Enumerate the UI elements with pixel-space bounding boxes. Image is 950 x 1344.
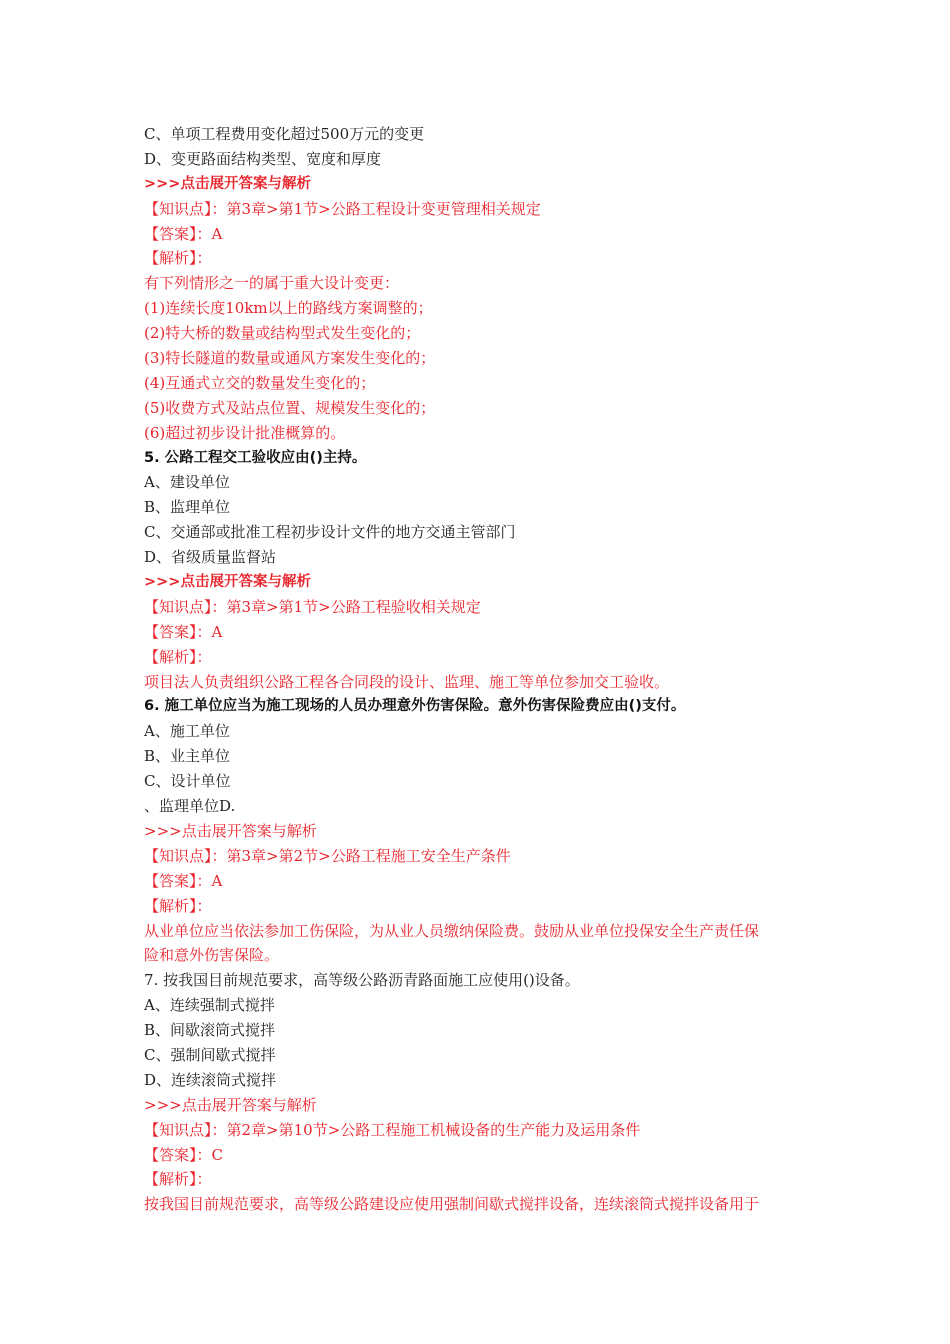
option-line: C、设计单位 bbox=[144, 772, 231, 791]
option-line: A、连续强制式搅拌 bbox=[144, 996, 275, 1015]
answer-analysis-line: 【答案】：A bbox=[144, 871, 223, 890]
answer-analysis-line: 【知识点】：第2章>第10节>公路工程施工机械设备的生产能力及运用条件 bbox=[144, 1120, 641, 1139]
option-line: D、变更路面结构类型、宽度和厚度 bbox=[144, 149, 382, 168]
option-line: B、监理单位 bbox=[144, 498, 231, 517]
option-line: D、连续滚筒式搅拌 bbox=[144, 1070, 277, 1089]
answer-analysis-line: 项目法人负责组织公路工程各合同段的设计、监理、施工等单位参加交工验收。 bbox=[144, 672, 670, 691]
answer-analysis-line: 【解析】： bbox=[144, 249, 212, 268]
option-line: C、交通部或批准工程初步设计文件的地方交通主管部门 bbox=[144, 523, 516, 542]
answer-analysis-line: 【解析】： bbox=[144, 896, 212, 915]
option-line: C、强制间歇式搅拌 bbox=[144, 1045, 276, 1064]
answer-analysis-line: (4)互通式立交的数量发生变化的； bbox=[144, 373, 376, 392]
answer-analysis-line: 【知识点】：第3章>第1节>公路工程设计变更管理相关规定 bbox=[144, 199, 541, 218]
answer-analysis-line: 【解析】： bbox=[144, 647, 212, 666]
answer-analysis-line: 从业单位应当依法参加工伤保险，为从业人员缴纳保险费。鼓励从业单位投保安全生产责任保 bbox=[144, 921, 760, 940]
answer-analysis-line: (6)超过初步设计批准概算的。 bbox=[144, 423, 346, 442]
option-line: A、施工单位 bbox=[144, 722, 230, 741]
expand-answer-link[interactable]: >>>点击展开答案与解析 bbox=[144, 574, 311, 591]
answer-analysis-line: (1)连续长度10km以上的路线方案调整的； bbox=[144, 299, 433, 318]
option-line: 、监理单位D. bbox=[144, 797, 236, 816]
question-title: 5. 公路工程交工验收应由()主持。 bbox=[144, 449, 367, 466]
answer-analysis-line: 【知识点】：第3章>第2节>公路工程施工安全生产条件 bbox=[144, 846, 511, 865]
answer-analysis-line: (5)收费方式及站点位置、规模发生变化的； bbox=[144, 398, 436, 417]
answer-analysis-line: 【答案】：C bbox=[144, 1145, 223, 1164]
answer-analysis-line: 有下列情形之一的属于重大设计变更： bbox=[144, 274, 400, 293]
answer-analysis-line: (2)特大桥的数量或结构型式发生变化的； bbox=[144, 324, 421, 343]
option-line: A、建设单位 bbox=[144, 473, 230, 492]
option-line: C、单项工程费用变化超过500万元的变更 bbox=[144, 125, 425, 143]
answer-analysis-line: 按我国目前规范要求，高等级公路建设应使用强制间歇式搅拌设备，连续滚筒式搅拌设备用于 bbox=[144, 1195, 760, 1214]
option-line: 7. 按我国目前规范要求，高等级公路沥青路面施工应使用()设备。 bbox=[144, 971, 580, 990]
answer-analysis-line: 【答案】：A bbox=[144, 622, 223, 641]
option-line: B、业主单位 bbox=[144, 747, 231, 766]
option-line: D、省级质量监督站 bbox=[144, 548, 277, 567]
answer-analysis-line: 【答案】：A bbox=[144, 224, 223, 243]
answer-analysis-line: 【知识点】：第3章>第1节>公路工程验收相关规定 bbox=[144, 597, 481, 616]
document-body bbox=[144, 122, 844, 1217]
expand-answer-link[interactable]: >>>点击展开答案与解析 bbox=[144, 1095, 317, 1114]
answer-analysis-line: 险和意外伤害保险。 bbox=[144, 946, 280, 965]
option-line: B、间歇滚筒式搅拌 bbox=[144, 1021, 276, 1040]
answer-analysis-line: 【解析】： bbox=[144, 1170, 212, 1189]
expand-answer-link[interactable]: >>>点击展开答案与解析 bbox=[144, 821, 317, 840]
document-page bbox=[144, 122, 844, 1217]
answer-analysis-line: (3)特长隧道的数量或通风方案发生变化的； bbox=[144, 349, 436, 368]
expand-answer-link[interactable]: >>>点击展开答案与解析 bbox=[144, 175, 311, 192]
question-title: 6. 施工单位应当为施工现场的人员办理意外伤害保险。意外伤害保险费应由()支付。 bbox=[144, 698, 686, 715]
